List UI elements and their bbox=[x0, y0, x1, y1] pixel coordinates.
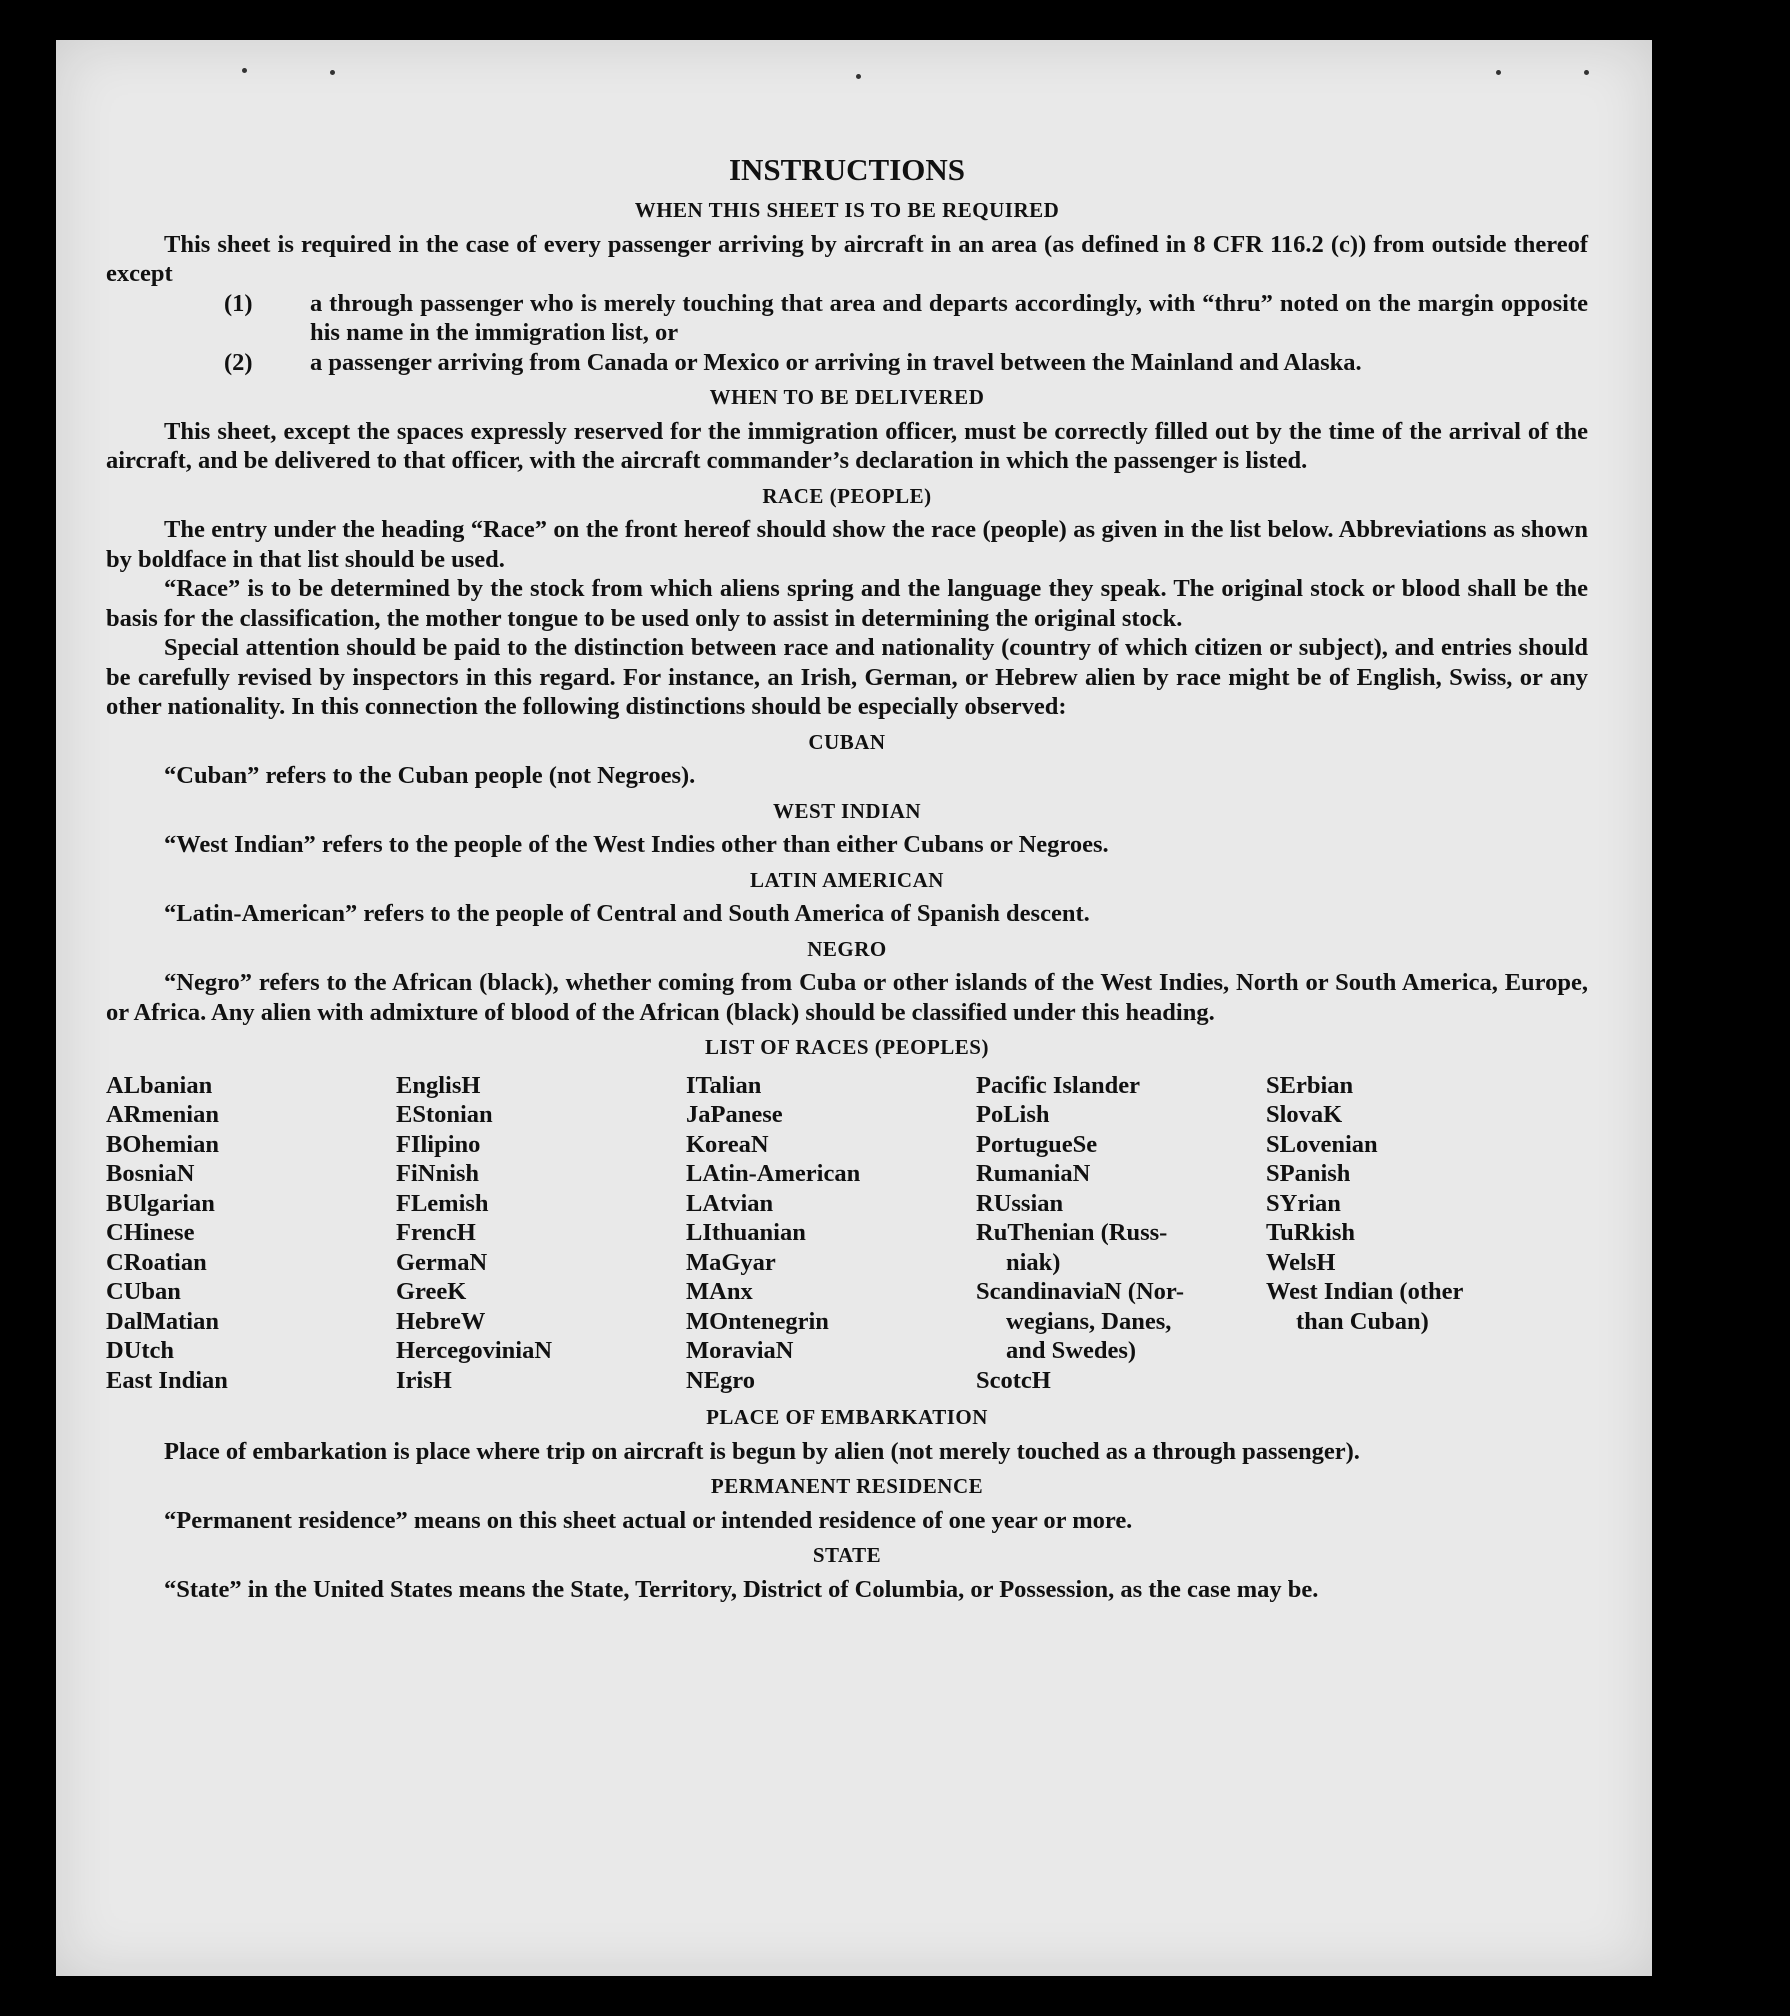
race-entry: MOntenegrin bbox=[686, 1307, 829, 1335]
race-entry-continued: and Swedes) bbox=[1006, 1337, 1137, 1364]
race-entry: SErbian bbox=[1266, 1071, 1354, 1099]
race-entry: JaPanese bbox=[686, 1101, 783, 1128]
race-entry: SLovenian bbox=[1266, 1130, 1378, 1158]
race-entry: WelsH bbox=[1266, 1248, 1336, 1276]
race-entry: CUban bbox=[106, 1278, 181, 1305]
residence-definition: “Permanent residence” means on this sheet actual or intended residence of one year or more. bbox=[164, 1506, 1133, 1534]
race-entry: LIthuanian bbox=[686, 1219, 806, 1246]
race-entry: ScotcH bbox=[976, 1366, 1051, 1394]
race-entry: ScandinaviaN (Nor- bbox=[976, 1278, 1185, 1305]
race-entry: BosniaN bbox=[106, 1160, 195, 1187]
race-entry: DalMatian bbox=[106, 1307, 219, 1335]
heading-when-delivered: WHEN TO BE DELIVERED bbox=[709, 385, 985, 409]
race-entry: TuRkish bbox=[1266, 1219, 1356, 1246]
race-column bbox=[396, 1071, 686, 1396]
race-entry: FLemish bbox=[396, 1189, 489, 1217]
race-entry-continued: wegians, Danes, bbox=[1006, 1307, 1172, 1335]
punch-mark bbox=[1584, 70, 1589, 75]
race-entry: PortugueSe bbox=[976, 1130, 1098, 1158]
race-entry: SPanish bbox=[1266, 1160, 1351, 1187]
race-entry: MoraviaN bbox=[686, 1337, 794, 1364]
heading-permanent-residence: PERMANENT RESIDENCE bbox=[710, 1474, 984, 1498]
race-entry: SlovaK bbox=[1266, 1101, 1343, 1128]
race-entry: RUssian bbox=[976, 1189, 1064, 1217]
when-delivered-text: This sheet, except the spaces expressly reserved for the immigration officer, must be correctly filled out by the time of the arrival of the aircraft, and be delivered to that officer, with the aircraft commander’s declaration in which the passenger is listed. bbox=[106, 417, 1588, 474]
race-paragraph: The entry under the heading “Race” on the front hereof should show the race (people) as given in the list below. Abbreviations as shown by boldface in that list should be used. bbox=[106, 516, 1588, 573]
when-required-intro: This sheet is required in the case of every passenger arriving by aircraft in an area (as defined in 8 CFR 116.2 (c)) from outside thereof except bbox=[106, 230, 1588, 287]
instructions-body bbox=[106, 150, 1588, 1604]
race-entry: GreeK bbox=[396, 1278, 467, 1305]
race-entry: HercegoviniaN bbox=[396, 1337, 553, 1364]
latin-american-definition: “Latin-American” refers to the people of Central and South America of Spanish descent. bbox=[164, 900, 1090, 927]
heading-race: RACE (PEOPLE) bbox=[762, 483, 932, 508]
item-text: a through passenger who is merely touching that area and departs accordingly, with “thru” noted on the margin opposite his name in the immigration list, or bbox=[310, 289, 1588, 346]
punch-mark bbox=[330, 70, 335, 75]
race-entry: MaGyar bbox=[686, 1248, 776, 1276]
embarkation-definition: Place of embarkation is place where trip on aircraft is begun by alien (not merely touched as a through passenger). bbox=[164, 1437, 1360, 1465]
heading-state: STATE bbox=[812, 1543, 882, 1567]
race-entry: PoLish bbox=[976, 1101, 1050, 1128]
heading-embarkation: PLACE OF EMBARKATION bbox=[706, 1405, 988, 1429]
negro-definition: “Negro” refers to the African (black), whether coming from Cuba or other islands of the West Indies, North or South America, Europe, or Africa. Any alien with admixture of blood of the African (black) should be classified under this heading. bbox=[106, 969, 1588, 1026]
race-entry: NEgro bbox=[686, 1366, 755, 1394]
race-column bbox=[1266, 1071, 1556, 1396]
west-indian-definition: “West Indian” refers to the people of the West Indies other than either Cubans or Negroes. bbox=[164, 831, 1109, 858]
race-entry: ITalian bbox=[686, 1071, 762, 1099]
heading-list-of-races: LIST OF RACES (PEOPLES) bbox=[705, 1035, 989, 1059]
heading-cuban: CUBAN bbox=[808, 729, 886, 754]
punch-mark bbox=[856, 74, 861, 79]
race-entry: CHinese bbox=[106, 1219, 195, 1246]
race-entry: SYrian bbox=[1266, 1189, 1341, 1217]
race-column bbox=[976, 1071, 1266, 1396]
race-entry: BUlgarian bbox=[106, 1189, 215, 1217]
race-entry: LAtvian bbox=[686, 1189, 774, 1217]
item-number: (1) bbox=[224, 289, 253, 317]
race-entry: FiNnish bbox=[396, 1160, 480, 1187]
race-entry: FIlipino bbox=[396, 1130, 481, 1158]
race-entry: LAtin-American bbox=[686, 1160, 861, 1187]
race-entry-continued: than Cuban) bbox=[1296, 1307, 1429, 1335]
heading-negro: NEGRO bbox=[807, 936, 887, 961]
exception-item bbox=[106, 348, 1588, 378]
race-entry: BOhemian bbox=[106, 1130, 219, 1158]
race-entry: FrencH bbox=[396, 1219, 476, 1246]
heading-when-required: WHEN THIS SHEET IS TO BE REQUIRED bbox=[634, 198, 1060, 222]
heading-latin-american: LATIN AMERICAN bbox=[750, 867, 944, 892]
race-entry: RuThenian (Russ- bbox=[976, 1219, 1168, 1246]
cuban-definition: “Cuban” refers to the Cuban people (not Negroes). bbox=[164, 762, 696, 789]
race-entry: EStonian bbox=[396, 1101, 493, 1128]
exception-item bbox=[106, 289, 1588, 348]
punch-mark bbox=[242, 68, 247, 73]
race-entry: DUtch bbox=[106, 1337, 175, 1364]
page-title: INSTRUCTIONS bbox=[728, 152, 965, 187]
race-column bbox=[686, 1071, 976, 1396]
race-column bbox=[106, 1071, 396, 1396]
race-entry: MAnx bbox=[686, 1278, 753, 1305]
race-entry: GermaN bbox=[396, 1248, 488, 1276]
race-entry: ALbanian bbox=[106, 1071, 213, 1099]
state-definition: “State” in the United States means the State, Territory, District of Columbia, or Possession, as the case may be. bbox=[164, 1575, 1319, 1603]
race-entry: West Indian (other bbox=[1266, 1278, 1464, 1305]
race-paragraph: “Race” is to be determined by the stock from which aliens spring and the language they speak. The original stock or blood shall be the basis for the classification, the mother tongue to be used only to assist in determining the original stock. bbox=[106, 575, 1588, 632]
race-paragraph: Special attention should be paid to the distinction between race and nationality (country of which citizen or subject), and entries should be carefully revised by inspectors in this regard. For instance, an Irish, German, or Hebrew alien by race might be of English, Swiss, or any other nationality. In this connection the following distinctions should be especially observed: bbox=[106, 634, 1588, 720]
race-entry: IrisH bbox=[396, 1366, 452, 1394]
race-entry: KoreaN bbox=[686, 1130, 769, 1158]
race-entry: RumaniaN bbox=[976, 1160, 1091, 1187]
race-entry: Pacific Islander bbox=[976, 1071, 1140, 1099]
race-entry: CRoatian bbox=[106, 1248, 207, 1276]
race-list bbox=[106, 1071, 1588, 1396]
document-page bbox=[56, 40, 1652, 1976]
item-number: (2) bbox=[224, 348, 253, 376]
heading-west-indian: WEST INDIAN bbox=[772, 798, 922, 823]
race-entry-continued: niak) bbox=[1006, 1248, 1061, 1276]
race-entry: ARmenian bbox=[106, 1101, 219, 1128]
race-entry: EnglisH bbox=[396, 1071, 481, 1099]
race-entry: HebreW bbox=[396, 1307, 486, 1335]
punch-mark bbox=[1496, 70, 1501, 75]
item-text: a passenger arriving from Canada or Mexico or arriving in travel between the Mainland and Alaska. bbox=[310, 348, 1362, 376]
race-entry: East Indian bbox=[106, 1366, 228, 1394]
